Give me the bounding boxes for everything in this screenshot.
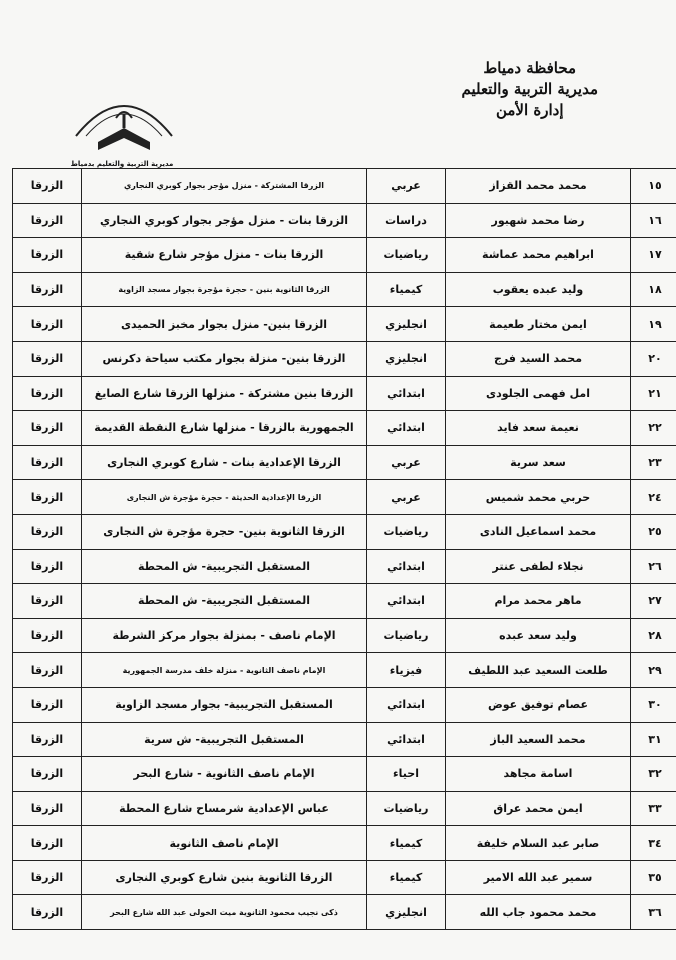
row-number: ٢٧ [631,584,676,619]
table-row [13,272,676,307]
row-number: ١٨ [631,272,676,307]
row-number: ١٥ [631,169,676,204]
table-row [13,826,676,861]
area-name: الزرقا [13,722,82,757]
school-address: عباس الإعدادية شرمساح شارع المحطة [82,791,367,826]
row-number: ٣٤ [631,826,676,861]
table-row [13,860,676,895]
row-number: ٣٢ [631,757,676,792]
area-name: الزرقا [13,307,82,342]
school-address: الزرقا الإعدادية الحديثة - حجرة مؤجرة ش النجارى [82,480,367,515]
school-address: ذكى نجيب محمود الثانوية ميت الخولى عبد الله شارع البحر [82,895,367,930]
teacher-name: سمير عبد الله الامير [446,860,631,895]
row-number: ١٩ [631,307,676,342]
specialty: ابتدائي [367,722,446,757]
teacher-name: ايمن محمد عراق [446,791,631,826]
teacher-name: محمد السعيد الباز [446,722,631,757]
area-name: الزرقا [13,584,82,619]
school-address: الزرقا الثانوية بنين - حجرة مؤجرة بجوار مسجد الزاوية [82,272,367,307]
area-name: الزرقا [13,341,82,376]
school-address: الزرقا الثانوية بنين- حجرة مؤجرة ش النجارى [82,514,367,549]
school-address: الإمام ناصف الثانوية - منزلة خلف مدرسة الجمهورية [82,653,367,688]
area-name: الزرقا [13,895,82,930]
row-number: ٢٠ [631,341,676,376]
area-name: الزرقا [13,653,82,688]
specialty: ابتدائي [367,411,446,446]
specialty: انجليزي [367,307,446,342]
area-name: الزرقا [13,445,82,480]
table-row [13,411,676,446]
teacher-name: محمد محمود جاب الله [446,895,631,930]
area-name: الزرقا [13,514,82,549]
area-name: الزرقا [13,203,82,238]
teacher-name: سعد سرية [446,445,631,480]
area-name: الزرقا [13,757,82,792]
specialty: ابتدائي [367,687,446,722]
teacher-name: وليد سعد عبده [446,618,631,653]
table-row [13,341,676,376]
row-number: ٢٤ [631,480,676,515]
school-address: الزرقا بنين- منزلة بجوار مكتب سياحة دكرنس [82,341,367,376]
row-number: ٣٠ [631,687,676,722]
table-row [13,687,676,722]
row-number: ٢٦ [631,549,676,584]
table-row [13,722,676,757]
row-number: ٢٨ [631,618,676,653]
specialty: كيمياء [367,272,446,307]
area-name: الزرقا [13,860,82,895]
school-address: الزرقا بنين مشتركة - منزلها الزرقا شارع الصايغ [82,376,367,411]
table-row [13,584,676,619]
teacher-name: محمد محمد القزاز [446,169,631,204]
specialty: عربي [367,480,446,515]
specialty: كيمياء [367,826,446,861]
specialty: ابتدائي [367,376,446,411]
teacher-name: ابراهيم محمد عماشة [446,238,631,273]
directorate-title: مديرية التربية والتعليم [461,80,598,98]
specialty: كيمياء [367,860,446,895]
table-row [13,895,676,930]
school-address: الجمهورية بالزرقا - منزلها شارع النقطة القديمة [82,411,367,446]
school-address: المستقبل التجريبية- بجوار مسجد الزاوية [82,687,367,722]
specialty: انجليزي [367,341,446,376]
teacher-name: طلعت السعيد عبد اللطيف [446,653,631,688]
teacher-name: امل فهمى الجلودى [446,376,631,411]
school-address: الزرقا المشتركة - منزل مؤجر بجوار كوبري النجاري [82,169,367,204]
area-name: الزرقا [13,826,82,861]
area-name: الزرقا [13,480,82,515]
teacher-name: حربي محمد شميس [446,480,631,515]
teacher-name: رضا محمد شهبور [446,203,631,238]
staff-table [12,168,676,930]
table-row [13,203,676,238]
table-row [13,169,676,204]
table-row [13,549,676,584]
specialty: رياضيات [367,791,446,826]
table-row [13,757,676,792]
row-number: ٣٦ [631,895,676,930]
area-name: الزرقا [13,272,82,307]
governorate-title: محافظة دمياط [483,59,577,77]
row-number: ٢٩ [631,653,676,688]
teacher-name: محمد اسماعيل النادى [446,514,631,549]
table-row [13,376,676,411]
specialty: رياضيات [367,238,446,273]
logo-caption: مديرية التربية والتعليم بدمياط [70,160,174,168]
area-name: الزرقا [13,618,82,653]
table-row [13,514,676,549]
department-title: إدارة الأمن [495,101,564,119]
specialty: انجليزي [367,895,446,930]
area-name: الزرقا [13,549,82,584]
table-row [13,618,676,653]
school-address: المستقبل التجريبية- ش المحطة [82,584,367,619]
teacher-name: وليد عبده يعقوب [446,272,631,307]
table-row [13,791,676,826]
school-address: الإمام ناصف الثانوية [82,826,367,861]
school-address: المستقبل التجريبية- ش المحطة [82,549,367,584]
specialty: رياضيات [367,514,446,549]
specialty: احياء [367,757,446,792]
row-number: ٢٢ [631,411,676,446]
area-name: الزرقا [13,687,82,722]
row-number: ١٧ [631,238,676,273]
teacher-name: عصام توفيق عوض [446,687,631,722]
specialty: رياضيات [367,618,446,653]
row-number: ٣٣ [631,791,676,826]
area-name: الزرقا [13,791,82,826]
school-address: الإمام ناصف الثانوية - شارع البحر [82,757,367,792]
document-header [461,58,598,121]
row-number: ١٦ [631,203,676,238]
specialty: عربي [367,445,446,480]
specialty: فيزياء [367,653,446,688]
row-number: ٣٥ [631,860,676,895]
row-number: ٢١ [631,376,676,411]
teacher-name: محمد السيد فرج [446,341,631,376]
teacher-name: نعيمة سعد فايد [446,411,631,446]
table-row [13,653,676,688]
school-address: الزرقا بنات - منزل مؤجر بجوار كوبري النجاري [82,203,367,238]
area-name: الزرقا [13,169,82,204]
row-number: ٢٣ [631,445,676,480]
table-row [13,480,676,515]
specialty: عربي [367,169,446,204]
table-row [13,307,676,342]
school-address: الزرقا الثانوية بنين شارع كوبري النجارى [82,860,367,895]
school-address: الزرقا بنين- منزل بجوار مخبز الحميدى [82,307,367,342]
row-number: ٢٥ [631,514,676,549]
teacher-name: نجلاء لطفى عنتر [446,549,631,584]
teacher-name: اسامة مجاهد [446,757,631,792]
specialty: دراسات [367,203,446,238]
area-name: الزرقا [13,238,82,273]
school-address: الزرقا بنات - منزل مؤجر شارع شقية [82,238,367,273]
table-row [13,445,676,480]
school-address: الإمام ناصف - بمنزلة بجوار مركز الشرطة [82,618,367,653]
teacher-name: ايمن مختار طعيمة [446,307,631,342]
table-row [13,238,676,273]
specialty: ابتدائي [367,549,446,584]
directorate-logo-icon [68,84,180,164]
specialty: ابتدائي [367,584,446,619]
row-number: ٣١ [631,722,676,757]
area-name: الزرقا [13,411,82,446]
area-name: الزرقا [13,376,82,411]
teacher-name: ماهر محمد مرام [446,584,631,619]
teacher-name: صابر عبد السلام خليفة [446,826,631,861]
school-address: المستقبل التجريبية- ش سرية [82,722,367,757]
school-address: الزرقا الإعدادية بنات - شارع كوبري النجارى [82,445,367,480]
